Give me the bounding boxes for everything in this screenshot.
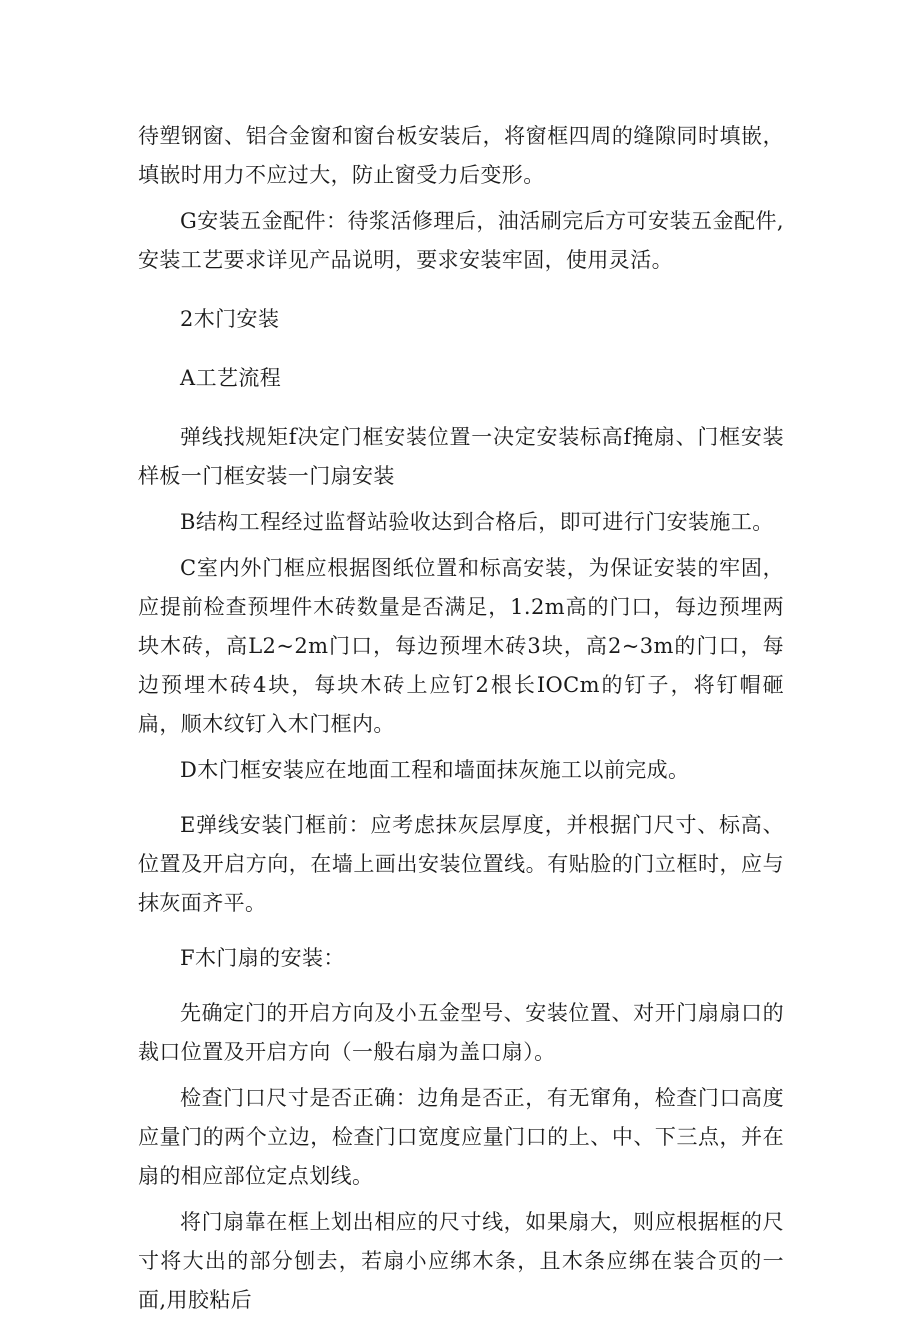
- paragraph-window-gap-filling: 待塑钢窗、铝合金窗和窗台板安装后，将窗框四周的缝隙同时填嵌，填嵌时用力不应过大，防止窗受力后变形。: [138, 124, 784, 187]
- paragraph-hardware-install: G安装五金配件：待浆活修理后，油活刷完后方可安装五金配件,安装工艺要求详见产品说明，要求安装牢固，使用灵活。: [138, 209, 784, 272]
- paragraph-layout-lines: E弹线安装门框前：应考虑抹灰层厚度，并根据门尺寸、标高、位置及开启方向，在墙上画出安装位置线。有贴脸的门立框时，应与抹灰面齐平。: [138, 813, 784, 915]
- paragraph-frame-timing: D木门框安装应在地面工程和墙面抹灰施工以前完成。: [180, 758, 690, 782]
- paragraph-trim-leaf: 将门扇靠在框上划出相应的尺寸线，如果扇大，则应根据框的尺寸将大出的部分刨去，若扇小应绑木条，且木条应绑在装合页的一面,用胶粘后: [138, 1210, 784, 1312]
- subheading-door-leaf-install: F木门扇的安装：: [180, 946, 345, 970]
- section-heading-wood-door: 2木门安装: [180, 307, 280, 331]
- paragraph-structure-acceptance: B结构工程经过监督站验收达到合格后，即可进行门安装施工。: [180, 510, 774, 534]
- document-page: [138, 117, 784, 1320]
- paragraph-check-dimensions: 检查门口尺寸是否正确：边角是否正，有无窜角，检查门口高度应量门的两个立边，检查门口宽度应量门口的上、中、下三点，并在扇的相应部位定点划线。: [138, 1086, 784, 1188]
- subheading-process-flow: A工艺流程: [180, 366, 282, 390]
- paragraph-process-steps: 弹线找规矩f决定门框安装位置一决定安装标高f掩扇、门框安装样板一门框安装一门扇安装: [138, 425, 784, 488]
- paragraph-door-frame-bricks: C室内外门框应根据图纸位置和标高安装，为保证安装的牢固，应提前检查预埋件木砖数量是否满足，1.2m高的门口，每边预埋两块木砖，高L2~2m门口，每边预埋木砖3块，高2~3m的门口，每边预埋木砖4块，每块木砖上应钉2根长IOCm的钉子，将钉帽砸扁，顺木纹钉入木门框内。: [138, 556, 784, 736]
- paragraph-opening-direction: 先确定门的开启方向及小五金型号、安装位置、对开门扇扇口的裁口位置及开启方向（一般右扇为盖口扇）。: [138, 1001, 784, 1064]
